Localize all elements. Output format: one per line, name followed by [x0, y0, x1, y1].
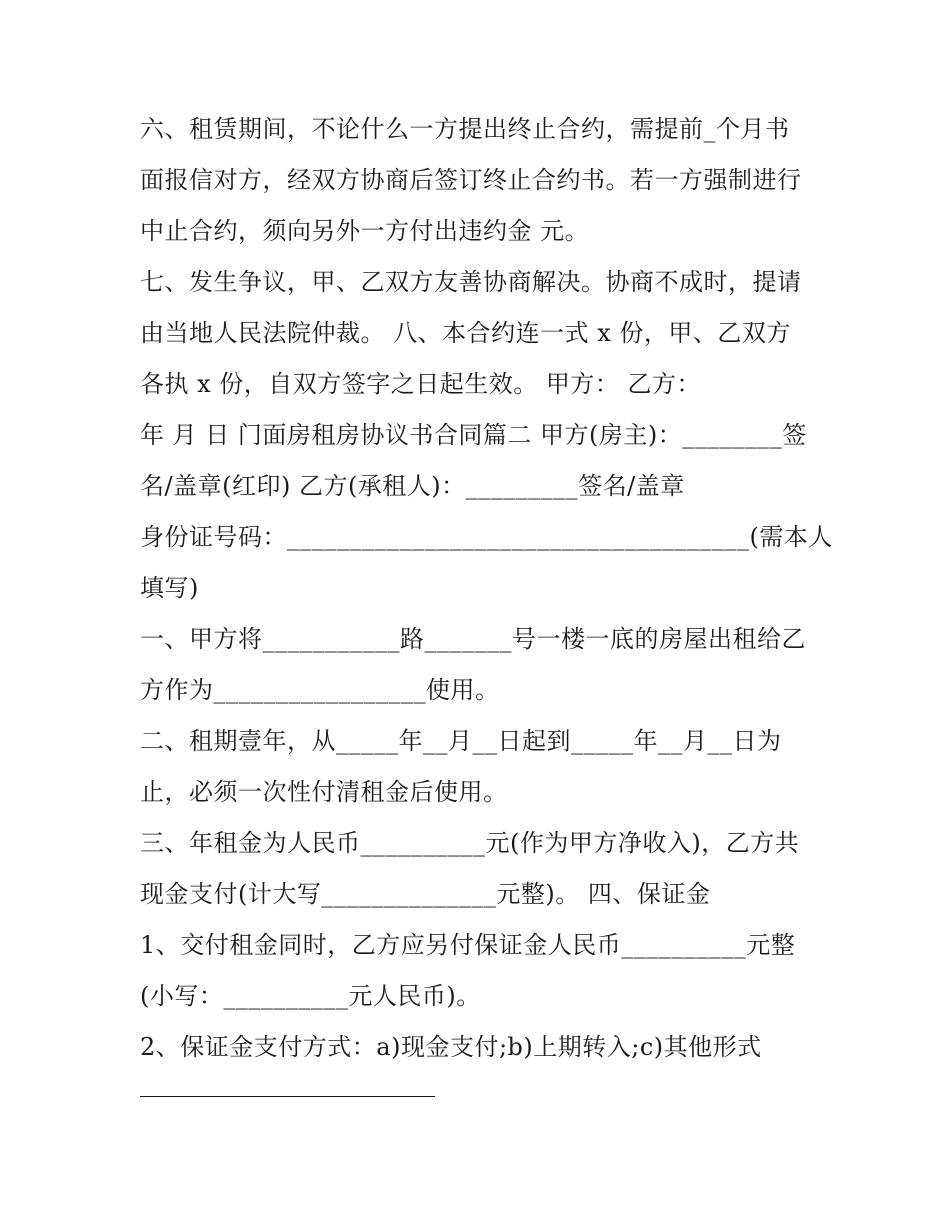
- text-line-8: 名/盖章(红印) 乙方(承租人)：_________签名/盖章: [140, 472, 685, 500]
- text-line-6: 各执 x 份，自双方签字之日起生效。 甲方： 乙方：: [140, 370, 702, 398]
- text-line-5: 由当地人民法院仲裁。 八、本合约连一式 x 份，甲、乙双方: [140, 319, 791, 347]
- text-line-18: (小写：__________元人民币)。: [140, 982, 481, 1010]
- document-body: [140, 104, 833, 1073]
- text-line-10: 填写): [140, 574, 199, 602]
- text-line-11: 一、甲方将___________路_______号一楼一底的房屋出租给乙: [140, 625, 806, 653]
- blank-underline: [140, 1096, 435, 1097]
- text-line-17: 1、交付租金同时，乙方应另付保证金人民币__________元整: [140, 931, 796, 959]
- text-line-16: 现金支付(计大写______________元整)。 四、保证金: [140, 880, 711, 908]
- text-line-1: 六、租赁期间，不论什么一方提出终止合约，需提前_个月书: [140, 115, 790, 143]
- text-line-2: 面报信对方，经双方协商后签订终止合约书。若一方强制进行: [140, 166, 802, 194]
- text-line-7: 年 月 日 门面房租房协议书合同篇二 甲方(房主)：________签: [140, 421, 807, 449]
- text-line-13: 二、租期壹年，从_____年__月__日起到_____年__月__日为: [140, 727, 782, 755]
- text-line-9: 身份证号码：_____________________________________(需本人: [140, 523, 833, 551]
- text-line-15: 三、年租金为人民币__________元(作为甲方净收入)，乙方共: [140, 829, 800, 857]
- text-line-3: 中止合约，须向另外一方付出违约金 元。: [140, 217, 590, 245]
- text-line-19: 2、保证金支付方式：a)现金支付;b)上期转入;c)其他形式: [140, 1033, 762, 1061]
- text-line-12: 方作为_________________使用。: [140, 676, 500, 704]
- text-line-4: 七、发生争议，甲、乙双方友善协商解决。协商不成时，提请: [140, 268, 802, 296]
- text-line-14: 止，必须一次性付清租金后使用。: [140, 778, 508, 806]
